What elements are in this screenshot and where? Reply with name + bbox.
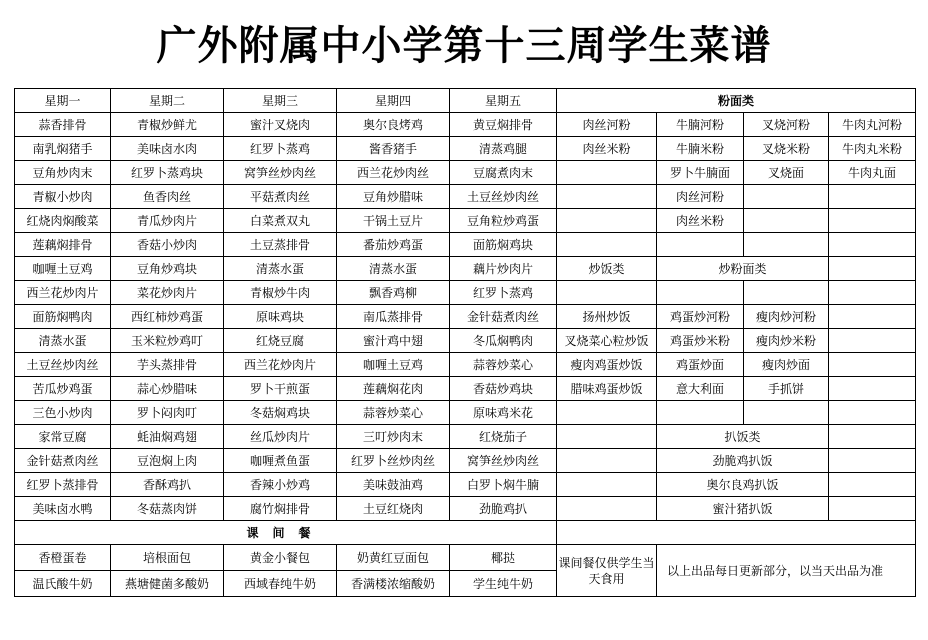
dish-cell: 清蒸鸡腿 — [450, 137, 557, 161]
menu-table — [14, 88, 916, 597]
dish-cell: 香辣小炒鸡 — [224, 473, 337, 497]
menu-row — [15, 257, 916, 281]
dish-cell: 土豆丝炒肉丝 — [450, 185, 557, 209]
noodle-cell — [829, 185, 916, 209]
dish-cell: 三色小炒肉 — [15, 401, 111, 425]
dish-cell: 蒜心炒腊味 — [111, 377, 224, 401]
noodle-cell — [557, 185, 657, 209]
weekday-header: 星期四 — [337, 89, 450, 113]
menu-row — [15, 281, 916, 305]
fried-item-cell: 腊味鸡蛋炒饭 — [557, 377, 657, 401]
fried-item-cell — [829, 377, 916, 401]
dish-cell: 青椒炒牛肉 — [224, 281, 337, 305]
dish-cell: 蒜蓉炒菜心 — [337, 401, 450, 425]
dish-cell: 丝瓜炒肉片 — [224, 425, 337, 449]
fried-item-cell: 瘦肉鸡蛋炒饭 — [557, 353, 657, 377]
weekday-header: 星期二 — [111, 89, 224, 113]
dish-cell: 红罗卜蒸鸡块 — [111, 161, 224, 185]
dish-cell: 香菇小炒肉 — [111, 233, 224, 257]
menu-row — [15, 209, 916, 233]
noodle-cell: 叉烧河粉 — [744, 113, 829, 137]
dish-cell: 红烧肉焖酸菜 — [15, 209, 111, 233]
snack-cell: 香满楼浓缩酸奶 — [337, 571, 450, 597]
menu-row — [15, 305, 916, 329]
snack-cell: 培根面包 — [111, 545, 224, 571]
dish-cell: 清蒸水蛋 — [15, 329, 111, 353]
dish-cell: 藕片炒肉片 — [450, 257, 557, 281]
dish-cell: 西兰花炒肉片 — [15, 281, 111, 305]
dish-cell: 劲脆鸡扒 — [450, 497, 557, 521]
dish-cell: 西红柿炒鸡蛋 — [111, 305, 224, 329]
fried-item-cell: 瘦肉炒面 — [744, 353, 829, 377]
snack-cell: 西域春纯牛奶 — [224, 571, 337, 597]
dish-cell: 金针菇煮肉丝 — [15, 449, 111, 473]
noodle-section-title: 粉面类 — [557, 89, 916, 113]
dish-cell: 南瓜蒸排骨 — [337, 305, 450, 329]
noodle-cell — [557, 209, 657, 233]
snack-cell: 奶黄红豆面包 — [337, 545, 450, 571]
empty-cell — [557, 233, 657, 257]
dish-cell: 莲藕焖排骨 — [15, 233, 111, 257]
dish-cell: 腐竹焖排骨 — [224, 497, 337, 521]
dish-cell: 红罗卜丝炒肉丝 — [337, 449, 450, 473]
noodle-cell — [744, 209, 829, 233]
dish-cell: 青椒小炒肉 — [15, 185, 111, 209]
dish-cell: 西兰花炒肉丝 — [337, 161, 450, 185]
page-title: 广外附属中小学第十三周学生菜谱 — [156, 22, 772, 69]
empty-cell — [829, 281, 916, 305]
dish-cell: 豆腐煮肉末 — [450, 161, 557, 185]
rice-section-title: 炒饭类 — [557, 257, 657, 281]
dish-cell: 美味鼓油鸡 — [337, 473, 450, 497]
empty-cell — [557, 521, 916, 545]
snack-row — [15, 545, 916, 571]
update-note: 以上出品每日更新部分，以当天出品为准 — [657, 545, 916, 597]
empty-cell — [744, 233, 829, 257]
empty-cell — [829, 497, 916, 521]
dish-cell: 蜜汁鸡中翅 — [337, 329, 450, 353]
fried-item-cell — [829, 353, 916, 377]
fried-item-cell: 瘦肉炒米粉 — [744, 329, 829, 353]
dish-cell: 黄豆焖排骨 — [450, 113, 557, 137]
dish-cell: 莲藕焖花肉 — [337, 377, 450, 401]
dish-cell: 香菇炒鸡块 — [450, 377, 557, 401]
pork-rice-item: 劲脆鸡扒饭 — [657, 449, 829, 473]
empty-cell — [657, 281, 744, 305]
noodle-cell: 牛肉丸米粉 — [829, 137, 916, 161]
dish-cell: 奥尔良烤鸡 — [337, 113, 450, 137]
dish-cell: 三叮炒肉末 — [337, 425, 450, 449]
menu-row — [15, 377, 916, 401]
dish-cell: 西兰花炒肉片 — [224, 353, 337, 377]
noodle-cell: 叉烧面 — [744, 161, 829, 185]
noodle-cell: 牛腩河粉 — [657, 113, 744, 137]
dish-cell: 土豆蒸排骨 — [224, 233, 337, 257]
fried-noodle-section-title: 炒粉面类 — [657, 257, 829, 281]
dish-cell: 冬菇蒸肉饼 — [111, 497, 224, 521]
menu-row — [15, 353, 916, 377]
dish-cell: 窝笋丝炒肉丝 — [224, 161, 337, 185]
weekday-header: 星期五 — [450, 89, 557, 113]
noodle-cell: 肉丝米粉 — [657, 209, 744, 233]
dish-cell: 红罗卜蒸鸡 — [450, 281, 557, 305]
snack-title: 课间餐 — [15, 521, 557, 545]
dish-cell: 豆角粒炒鸡蛋 — [450, 209, 557, 233]
empty-cell — [829, 257, 916, 281]
empty-cell — [557, 401, 657, 425]
snack-cell: 黄金小餐包 — [224, 545, 337, 571]
empty-cell — [557, 449, 657, 473]
menu-row — [15, 113, 916, 137]
snack-cell: 温氏酸牛奶 — [15, 571, 111, 597]
menu-row — [15, 425, 916, 449]
dish-cell: 蒜蓉炒菜心 — [450, 353, 557, 377]
dish-cell: 咖喱煮鱼蛋 — [224, 449, 337, 473]
dish-cell: 原味鸡米花 — [450, 401, 557, 425]
dish-cell: 香酥鸡扒 — [111, 473, 224, 497]
dish-cell: 红罗卜蒸排骨 — [15, 473, 111, 497]
fried-item-cell: 叉烧菜心粒炒饭 — [557, 329, 657, 353]
dish-cell: 面筋焖鸭肉 — [15, 305, 111, 329]
fried-item-cell: 鸡蛋炒河粉 — [657, 305, 744, 329]
dish-cell: 干锅土豆片 — [337, 209, 450, 233]
fried-item-cell — [829, 329, 916, 353]
noodle-cell: 叉烧米粉 — [744, 137, 829, 161]
empty-cell — [557, 425, 657, 449]
dish-cell: 红罗卜蒸鸡 — [224, 137, 337, 161]
header-row — [15, 89, 916, 113]
fried-item-cell: 扬州炒饭 — [557, 305, 657, 329]
empty-cell — [829, 401, 916, 425]
noodle-cell: 罗卜牛腩面 — [657, 161, 744, 185]
dish-cell: 豆角炒鸡块 — [111, 257, 224, 281]
menu-row — [15, 137, 916, 161]
dish-cell: 平菇煮肉丝 — [224, 185, 337, 209]
dish-cell: 美味卤水鸭 — [15, 497, 111, 521]
menu-row — [15, 161, 916, 185]
noodle-cell: 牛肉丸面 — [829, 161, 916, 185]
empty-cell — [744, 281, 829, 305]
dish-cell: 金针菇煮肉丝 — [450, 305, 557, 329]
menu-row — [15, 401, 916, 425]
dish-cell: 豆角炒腊味 — [337, 185, 450, 209]
dish-cell: 家常豆腐 — [15, 425, 111, 449]
dish-cell: 土豆丝炒肉丝 — [15, 353, 111, 377]
dish-cell: 白菜煮双丸 — [224, 209, 337, 233]
dish-cell: 番茄炒鸡蛋 — [337, 233, 450, 257]
menu-row — [15, 329, 916, 353]
pork-rice-item: 蜜汁猪扒饭 — [657, 497, 829, 521]
menu-row — [15, 473, 916, 497]
fried-item-cell: 鸡蛋炒面 — [657, 353, 744, 377]
menu-row — [15, 233, 916, 257]
dish-cell: 冬瓜焖鸭肉 — [450, 329, 557, 353]
dish-cell: 飘香鸡柳 — [337, 281, 450, 305]
dish-cell: 青瓜炒肉片 — [111, 209, 224, 233]
noodle-cell: 肉丝河粉 — [657, 185, 744, 209]
menu-row — [15, 497, 916, 521]
dish-cell: 红烧茄子 — [450, 425, 557, 449]
dish-cell: 豆角炒肉末 — [15, 161, 111, 185]
dish-cell: 清蒸水蛋 — [224, 257, 337, 281]
dish-cell: 清蒸水蛋 — [337, 257, 450, 281]
dish-cell: 酱香猪手 — [337, 137, 450, 161]
empty-cell — [557, 473, 657, 497]
dish-cell: 罗卜闷肉叮 — [111, 401, 224, 425]
empty-cell — [829, 425, 916, 449]
snack-cell: 香橙蛋卷 — [15, 545, 111, 571]
dish-cell: 玉米粒炒鸡叮 — [111, 329, 224, 353]
fried-item-cell — [829, 305, 916, 329]
weekday-header: 星期一 — [15, 89, 111, 113]
fried-item-cell: 意大利面 — [657, 377, 744, 401]
snack-cell: 椰挞 — [450, 545, 557, 571]
dish-cell: 蚝油焖鸡翅 — [111, 425, 224, 449]
empty-cell — [829, 473, 916, 497]
noodle-cell — [557, 161, 657, 185]
dish-cell: 窝笋丝炒肉丝 — [450, 449, 557, 473]
weekday-header: 星期三 — [224, 89, 337, 113]
noodle-cell — [744, 185, 829, 209]
snack-note: 课间餐仅供学生当天食用 — [557, 545, 657, 597]
dish-cell: 南乳焖猪手 — [15, 137, 111, 161]
fried-item-cell: 手抓饼 — [744, 377, 829, 401]
dish-cell: 土豆红烧肉 — [337, 497, 450, 521]
empty-cell — [557, 281, 657, 305]
dish-cell: 面筋焖鸡块 — [450, 233, 557, 257]
pork-rice-item: 奥尔良鸡扒饭 — [657, 473, 829, 497]
dish-cell: 罗卜干煎蛋 — [224, 377, 337, 401]
snack-title-row — [15, 521, 916, 545]
dish-cell: 咖喱土豆鸡 — [337, 353, 450, 377]
menu-row — [15, 449, 916, 473]
dish-cell: 蒜香排骨 — [15, 113, 111, 137]
dish-cell: 咖喱土豆鸡 — [15, 257, 111, 281]
empty-cell — [557, 497, 657, 521]
empty-cell — [829, 449, 916, 473]
snack-cell: 燕塘健菌多酸奶 — [111, 571, 224, 597]
dish-cell: 豆泡焖上肉 — [111, 449, 224, 473]
menu-row — [15, 185, 916, 209]
dish-cell: 苦瓜炒鸡蛋 — [15, 377, 111, 401]
empty-cell — [829, 233, 916, 257]
noodle-cell: 肉丝河粉 — [557, 113, 657, 137]
dish-cell: 蜜汁叉烧肉 — [224, 113, 337, 137]
empty-cell — [657, 401, 744, 425]
dish-cell: 菜花炒肉片 — [111, 281, 224, 305]
empty-cell — [744, 401, 829, 425]
dish-cell: 红烧豆腐 — [224, 329, 337, 353]
dish-cell: 原味鸡块 — [224, 305, 337, 329]
noodle-cell: 牛肉丸河粉 — [829, 113, 916, 137]
empty-cell — [657, 233, 744, 257]
noodle-cell — [829, 209, 916, 233]
dish-cell: 白罗卜焖牛腩 — [450, 473, 557, 497]
dish-cell: 芋头蒸排骨 — [111, 353, 224, 377]
snack-cell: 学生纯牛奶 — [450, 571, 557, 597]
pork-rice-section-title: 扒饭类 — [657, 425, 829, 449]
dish-cell: 鱼香肉丝 — [111, 185, 224, 209]
fried-item-cell: 瘦肉炒河粉 — [744, 305, 829, 329]
dish-cell: 青椒炒鲜尤 — [111, 113, 224, 137]
fried-item-cell: 鸡蛋炒米粉 — [657, 329, 744, 353]
noodle-cell: 牛腩米粉 — [657, 137, 744, 161]
dish-cell: 冬菇焖鸡块 — [224, 401, 337, 425]
noodle-cell: 肉丝米粉 — [557, 137, 657, 161]
dish-cell: 美味卤水肉 — [111, 137, 224, 161]
